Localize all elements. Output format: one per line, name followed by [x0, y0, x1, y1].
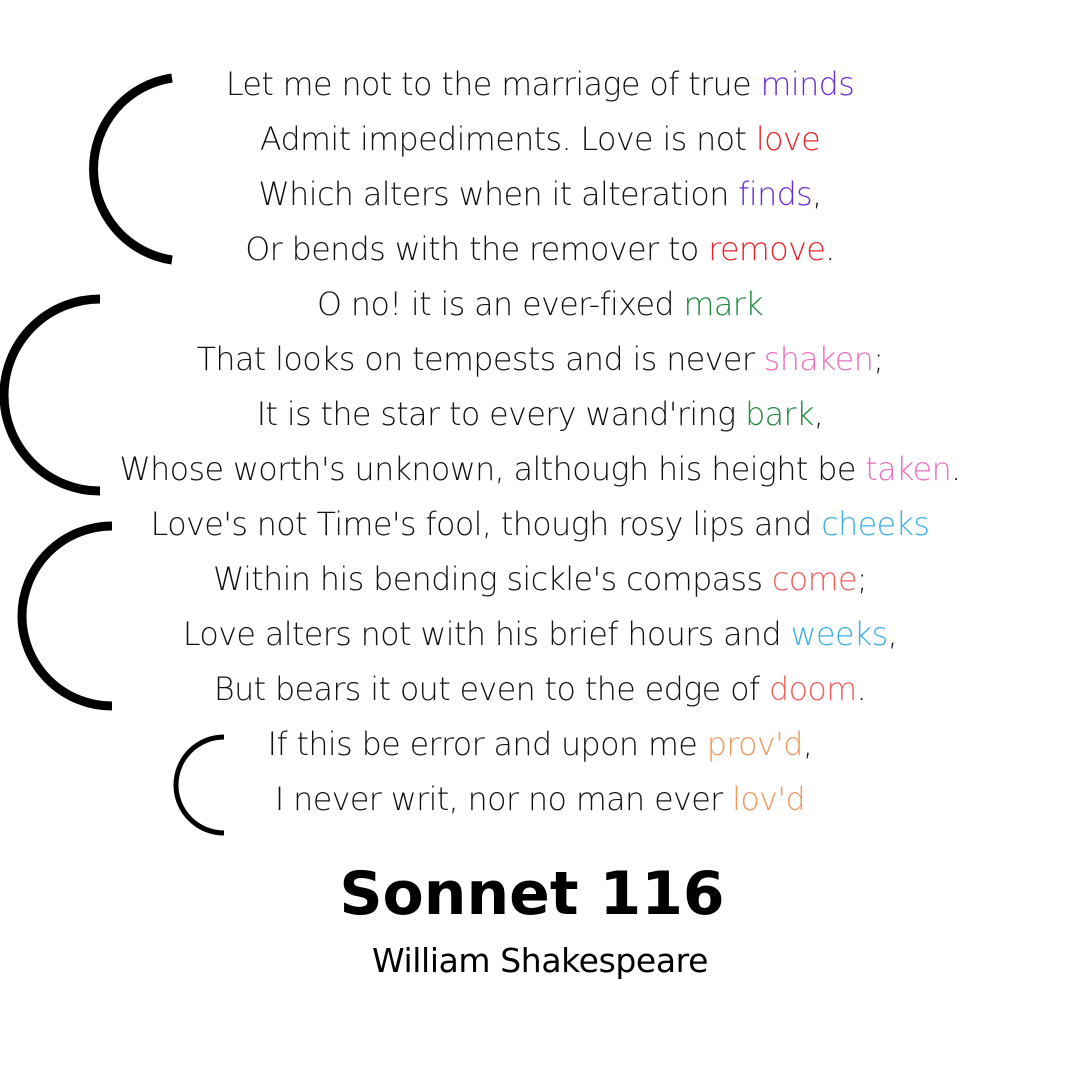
poem-line	[0, 718, 1080, 773]
rhyme-word: prov'd	[706, 727, 803, 763]
line-punctuation: .	[951, 452, 961, 488]
poem-line	[0, 553, 1080, 608]
line-text: Within his bending sickle's compass	[212, 562, 772, 598]
line-punctuation: .	[856, 672, 867, 708]
poem-line	[0, 443, 1080, 498]
line-punctuation: ,	[813, 397, 824, 433]
rhyme-word: weeks	[790, 617, 888, 653]
line-text: O no! it is an ever-fixed	[317, 287, 684, 323]
poem-line	[0, 498, 1080, 553]
line-text: Love's not Time's fool, though rosy lips and	[150, 507, 822, 543]
line-text: If this be error and upon me	[267, 727, 707, 763]
rhyme-word: cheeks	[821, 507, 930, 543]
rhyme-word: lov'd	[732, 782, 806, 818]
poem-line	[0, 773, 1080, 828]
line-text: I never writ, nor no man ever	[274, 782, 733, 818]
rhyme-word: finds	[738, 177, 813, 213]
line-text: Admit impediments. Love is not	[259, 122, 756, 158]
rhyme-word: bark	[745, 397, 814, 433]
line-punctuation: .	[825, 232, 835, 268]
poem-line	[0, 278, 1080, 333]
line-punctuation: ,	[802, 727, 813, 763]
rhyme-word: doom	[769, 672, 857, 708]
rhyme-word: minds	[760, 67, 855, 103]
line-punctuation: ,	[887, 617, 898, 653]
poem-line	[0, 333, 1080, 388]
poem-author: William Shakespeare	[372, 941, 708, 980]
line-text: Or bends with the remover to	[245, 232, 709, 268]
rhyme-word: love	[755, 122, 821, 158]
line-text: It is the star to every wand'ring	[256, 397, 746, 433]
line-punctuation: ;	[856, 562, 868, 598]
line-text: Which alters when it alteration	[258, 177, 739, 213]
poem-line	[0, 608, 1080, 663]
rhyme-word: come	[771, 562, 857, 598]
poem-line	[0, 388, 1080, 443]
line-text: That looks on tempests and is never	[196, 342, 764, 378]
poem-line	[0, 58, 1080, 113]
line-punctuation: ,	[812, 177, 822, 213]
rhyme-word: mark	[683, 287, 763, 323]
rhyme-word: taken	[865, 452, 952, 488]
rhyme-word: remove	[708, 232, 826, 268]
line-text: Let me not to the marriage of true	[225, 67, 761, 103]
line-text: But bears it out even to the edge of	[213, 672, 770, 708]
poem-body	[0, 58, 1080, 828]
line-text: Whose worth's unknown, although his height be	[119, 452, 866, 488]
rhyme-word: shaken	[763, 342, 874, 378]
poem-title: Sonnet 116	[339, 859, 725, 929]
line-text: Love alters not with his brief hours and	[182, 617, 791, 653]
poem-line	[0, 663, 1080, 718]
line-punctuation: ;	[873, 342, 884, 378]
poem-line	[0, 223, 1080, 278]
poem-line	[0, 168, 1080, 223]
poem-line	[0, 113, 1080, 168]
